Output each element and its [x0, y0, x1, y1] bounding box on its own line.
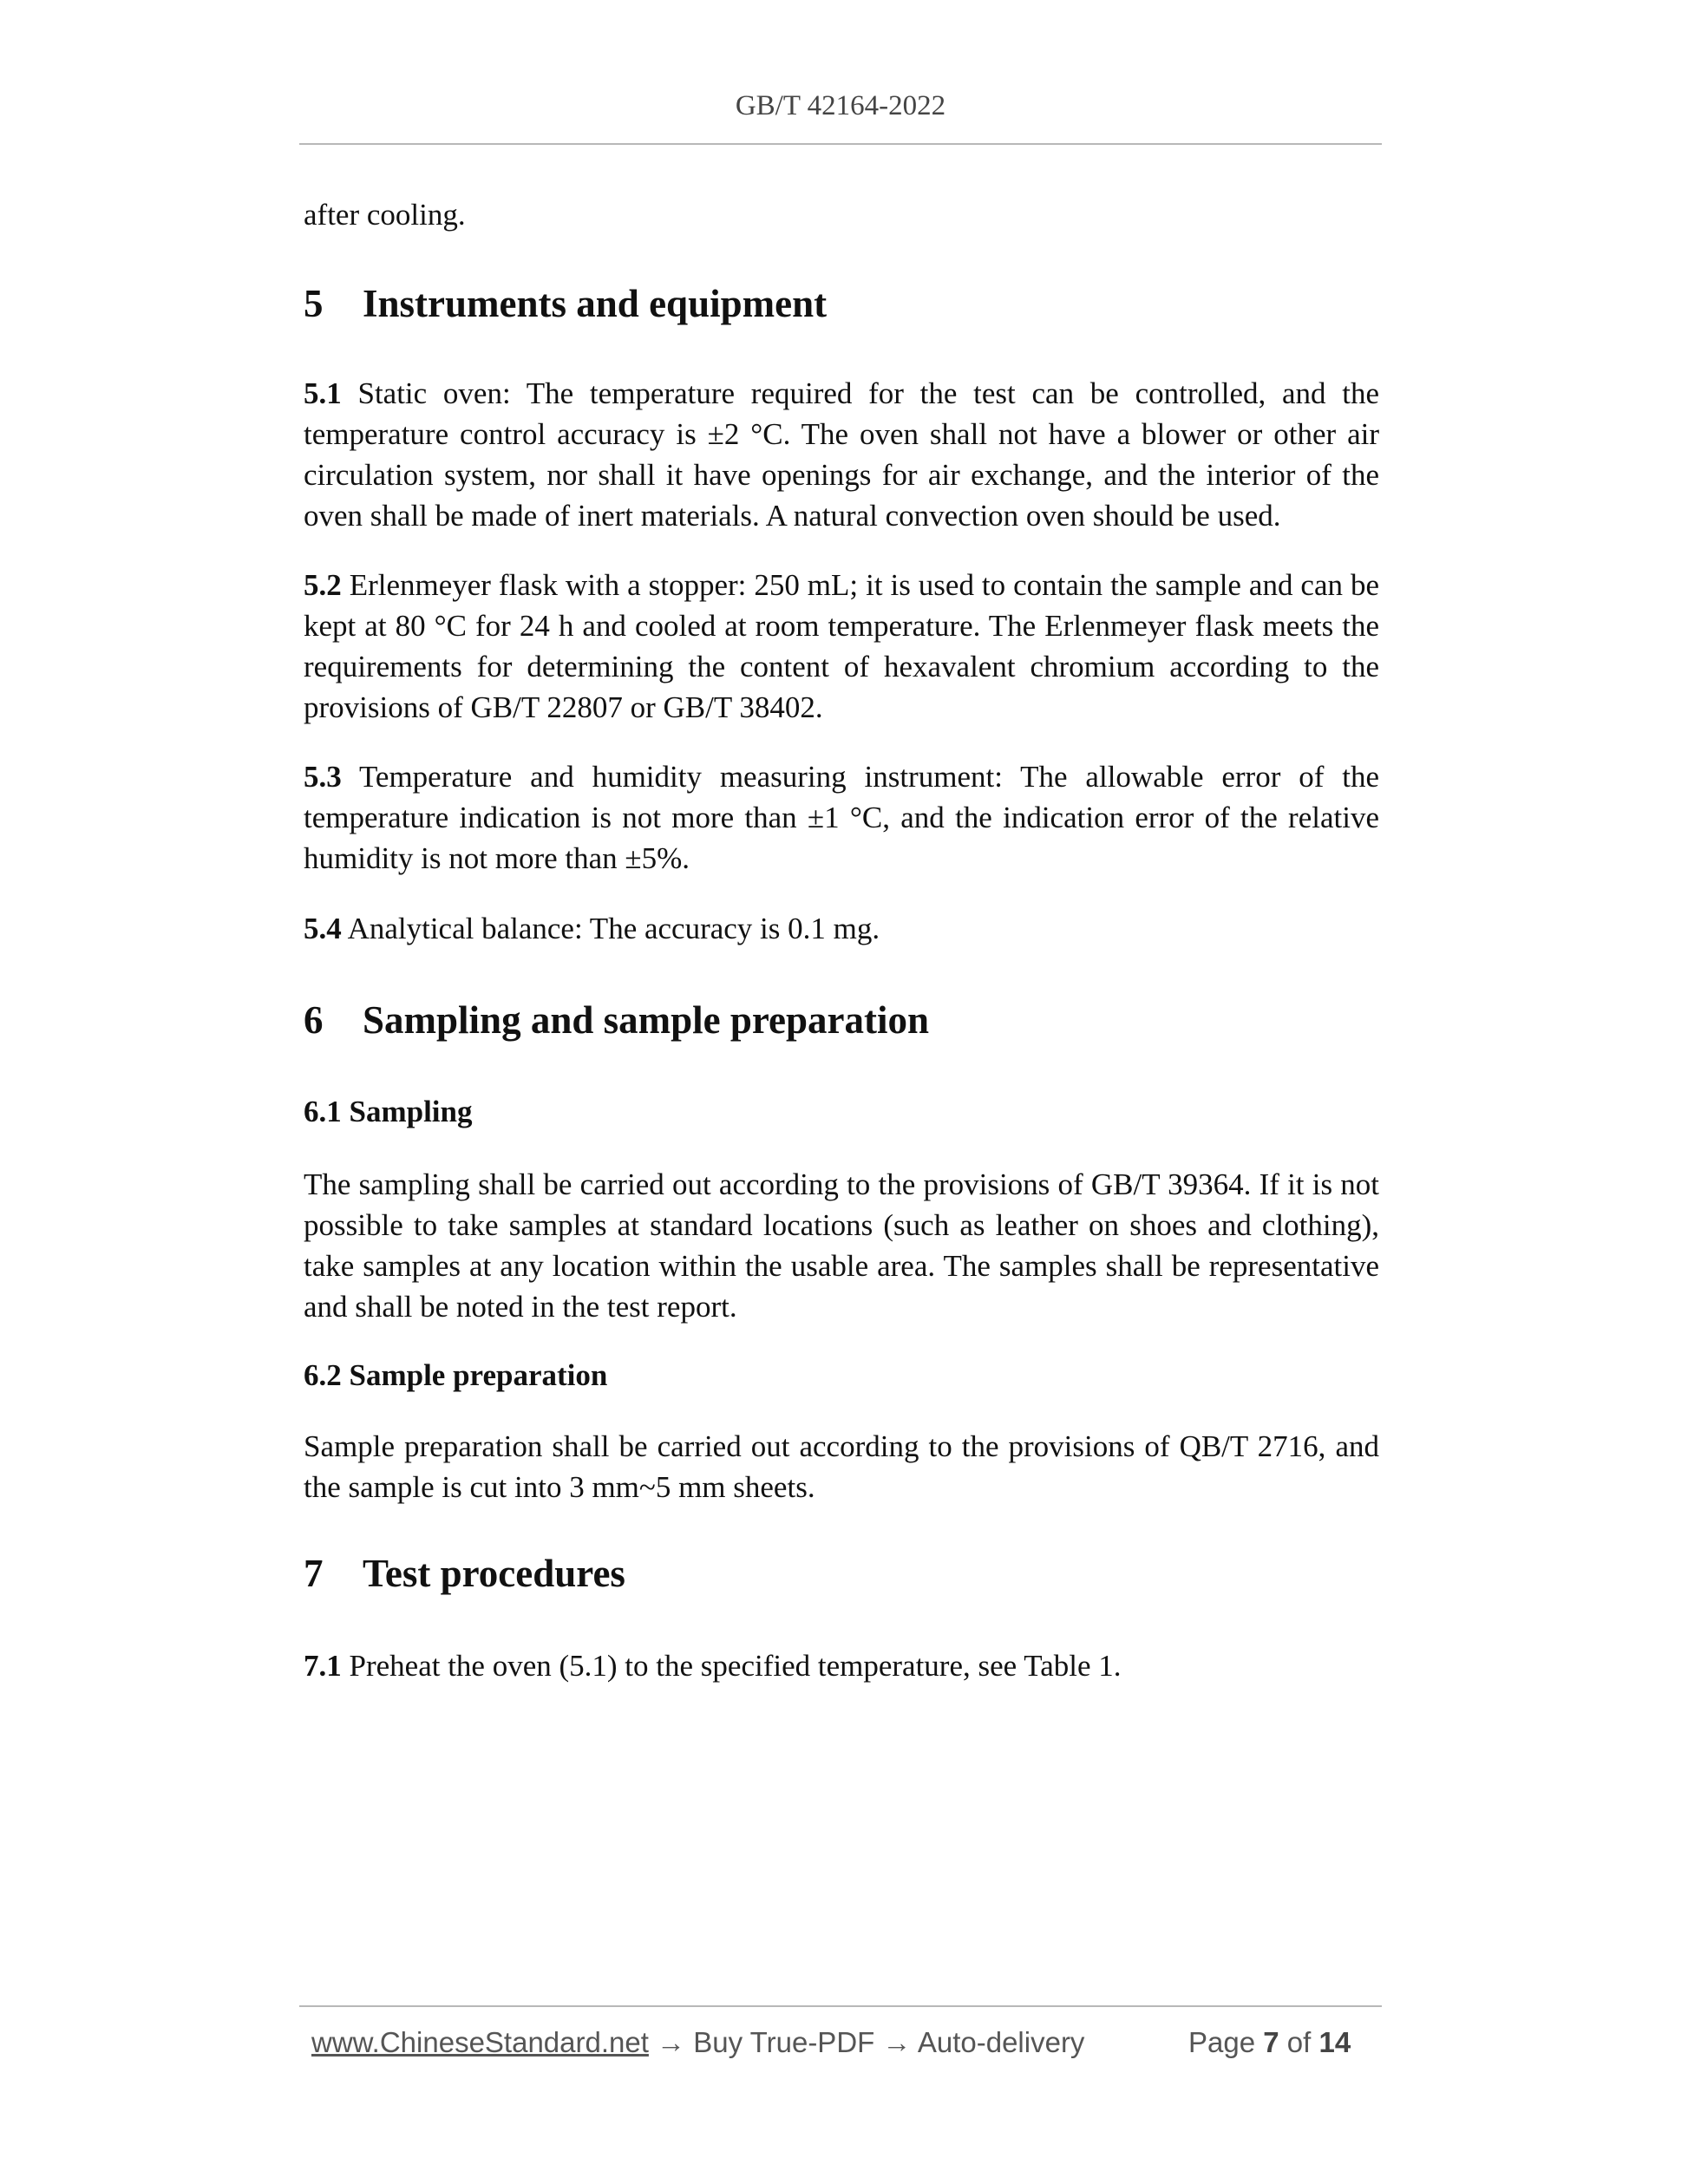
section-7-number: 7: [304, 1552, 324, 1595]
clause-number: 5.4: [304, 912, 342, 945]
page-label: Page: [1188, 2026, 1256, 2058]
clause-number: 5.3: [304, 760, 342, 794]
clause-text: Analytical balance: The accuracy is 0.1 mg.: [347, 912, 880, 945]
footer-links: [311, 2026, 1084, 2059]
continuation-text: after cooling.: [304, 198, 466, 232]
clause-text: Temperature and humidity measuring instrument: The allowable error of the temperature indication is not more than ±1 °C, and the indication error of the relative humidity is not more than ±5%.: [304, 760, 1379, 875]
page-indicator: [1188, 2026, 1351, 2059]
page-number: 7: [1263, 2026, 1279, 2058]
header-divider: [299, 143, 1382, 145]
of-label: of: [1286, 2026, 1312, 2058]
website-link[interactable]: www.ChineseStandard.net: [311, 2026, 649, 2058]
arrow-right-icon: →: [657, 2026, 686, 2058]
clause-number: 7.1: [304, 1649, 342, 1683]
section-6-number: 6: [304, 998, 324, 1042]
section-5-number: 5: [304, 282, 324, 325]
section-6-title: Sampling and sample preparation: [363, 998, 930, 1042]
clause-5-2: [304, 565, 1379, 728]
clause-5-3: [304, 756, 1379, 879]
subsection-6-2-heading: 6.2 Sample preparation: [304, 1358, 608, 1392]
clause-7-1: [304, 1645, 1379, 1686]
subsection-6-1-text: The sampling shall be carried out according to the provisions of GB/T 39364. If it is not possible to take samples at standard locations (such as leather on shoes and clothing), take samples at any location within the usable area. The samples shall be representative and shall be noted in the test report.: [304, 1167, 1379, 1324]
buy-true-pdf-link[interactable]: Buy True-PDF: [693, 2026, 875, 2058]
section-6-heading: [304, 996, 1379, 1044]
subsection-6-2-text: Sample preparation shall be carried out according to the provisions of QB/T 2716, and the sample is cut into 3 mm~5 mm sheets.: [304, 1429, 1379, 1504]
auto-delivery-text: Auto-delivery: [917, 2026, 1085, 2058]
clause-number: 5.2: [304, 568, 342, 602]
page-total: 14: [1318, 2026, 1351, 2058]
clause-number: 5.1: [304, 376, 342, 410]
footer-divider: [299, 2005, 1382, 2007]
clause-5-4: [304, 908, 1379, 949]
document-header-title: GB/T 42164-2022: [735, 90, 946, 121]
clause-text: Static oven: The temperature required for the test can be controlled, and the temperature control accuracy is ±2 °C. The oven shall not have a blower or other air circulation system, nor shall it have openings for air exchange, and the interior of the oven shall be made of inert materials. A natural convection oven should be used.: [304, 376, 1379, 533]
section-5-title: Instruments and equipment: [363, 282, 828, 325]
arrow-right-icon: →: [882, 2026, 912, 2058]
clause-text: Erlenmeyer flask with a stopper: 250 mL; it is used to contain the sample and can be kept at 80 °C for 24 h and cooled at room temperature. The Erlenmeyer flask meets the requirements for determining the content of hexavalent chromium according to the provisions of GB/T 22807 or GB/T 38402.: [304, 568, 1379, 724]
clause-text: Preheat the oven (5.1) to the specified temperature, see Table 1.: [349, 1649, 1122, 1683]
section-5-heading: [304, 279, 1379, 328]
subsection-6-1-heading: 6.1 Sampling: [304, 1095, 473, 1128]
clause-5-1: [304, 373, 1379, 536]
section-7-title: Test procedures: [363, 1552, 625, 1595]
section-7-heading: [304, 1549, 1379, 1598]
